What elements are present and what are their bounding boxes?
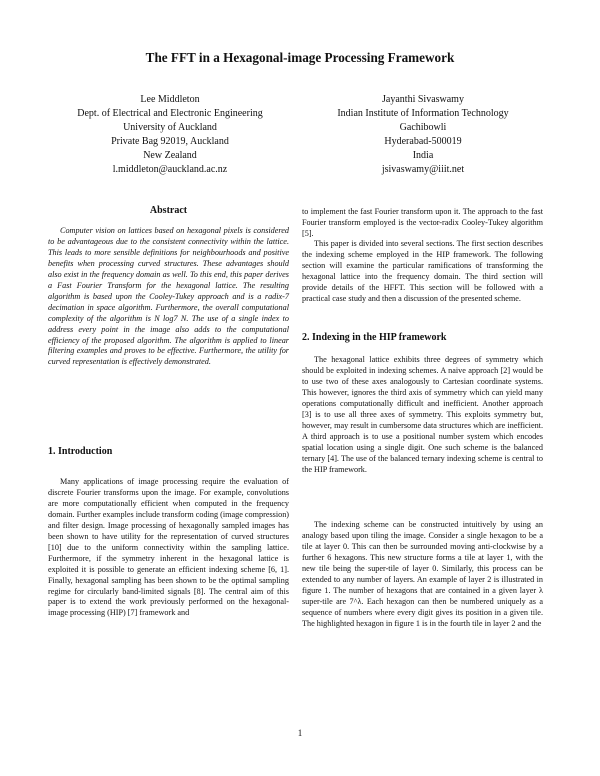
author-address: Hyderabad-500019 [384, 136, 462, 147]
introduction-text [48, 477, 289, 619]
abstract-heading: Abstract [149, 205, 188, 216]
abstract-paragraph: Computer vision on lattices based on hexagonal pixels is considered to be advantageous due to the consistent connectivity within the lattice. This leads to more sensible definitions for neighbourhoods and positive benefits when processing curved structures. These advantages should also exist in the frequency domain as well. To this end, this paper derives a Fast Fourier Transform for the hexagonal lattice. The resulting algorithm is based upon the Cooley-Tukey approach and is a radix-7 decimation in space algorithm. Furthermore, the overall computational complexity of the algorithm is N log7 N. The use of a single index to address every point in the image also adds to the computational efficiency of the proposed algorithm. The algorithm is applied to linear filtering examples and proves to be effective. Furthermore, the utility for curved representation is effectively demonstrated. [48, 226, 289, 367]
author-block-1 [40, 93, 300, 177]
author-dept: Indian Institute of Information Technology [337, 108, 509, 119]
author-name: Lee Middleton [140, 94, 200, 105]
introduction-heading: 1. Introduction [48, 446, 113, 457]
author-address: Private Bag 92019, Auckland [111, 136, 229, 147]
author-institution: University of Auckland [123, 122, 217, 133]
author-country: India [412, 150, 434, 161]
author-name: Jayanthi Sivaswamy [382, 94, 464, 105]
section-2-paragraph-2 [302, 520, 543, 630]
right-column-continuation [302, 207, 543, 240]
tiling-paragraph: The indexing scheme can be constructed intuitively by using an analogy based upon tiling the image. Consider a single hexagon to be a tile at layer 0. This can then be surrounded moving anti-clockwise by a further 6 hexagons. This new structure forms a tile at layer 1, with the new tile being the super-tile of layer 0. Similarly, this process can be extended to any number of layers. An example of layer 2 is illustrated in figure 1. The number of hexagons that are contained in a given layer λ super-tile are 7^λ. Each hexagon can then be numbered uniquely as a sequence of numbers where every digit gives its position in a given tile. The highlighted hexagon in figure 1 is in the fourth tile in layer 2 and the [302, 520, 543, 628]
author-block-2 [293, 93, 553, 177]
outline-paragraph: This paper is divided into several sections. The first section describes the indexing scheme employed in the HIP framework. The following section will examine the particular ramifications of transforming the hexagonal lattice into the frequency domain. The third section will provide details of the HFFT. This section will be followed with a practical case study and then a discussion of the presented scheme. [302, 239, 543, 303]
author-institution: Gachibowli [399, 122, 447, 133]
author-country: New Zealand [143, 150, 197, 161]
section-2-paragraph-1 [302, 355, 543, 475]
section-2-heading: 2. Indexing in the HIP framework [302, 332, 447, 343]
author-email: l.middleton@auckland.ac.nz [112, 164, 228, 175]
symmetry-paragraph: The hexagonal lattice exhibits three degrees of symmetry which should be exploited in indexing schemes. A naive approach [2] would be to use two of these axes analogously to Cartesian coordinate systems. This however, ignores the third axis of symmetry which can yield many operations computationally difficult and inefficient. Another approach [3] is to use all three axes of symmetry. This exploits symmetry but, however, may result in cumbersome data structures which are inefficient. A third approach is to use a positional number system which encodes spatial location using a single digit. One such scheme is the balanced ternary [4]. The use of the balanced ternary indexing scheme is central to the HIP framework. [302, 355, 543, 474]
author-email: jsivaswamy@iiit.net [381, 164, 465, 175]
page-number: 1 [297, 728, 303, 738]
author-dept: Dept. of Electrical and Electronic Engineering [77, 108, 263, 119]
paper-title: The FFT in a Hexagonal-image Processing Framework [145, 50, 455, 65]
abstract-text [48, 226, 289, 368]
introduction-paragraph: Many applications of image processing require the evaluation of discrete Fourier transforms upon the image. For example, convolutions are more computationally efficient when computed in the frequency domain. Further examples include transform coding (image compression) and filter design. Image processing of hexagonally sampled images has been shown to have utility for the representation of curved structures [10] due to the uniform connectivity within the sampling lattice. Furthermore, if the symmetry inherent in the hexagonal lattice is exploited it is possible to generate an efficient indexing scheme [6, 1]. Finally, hexagonal sampling has been shown to be the optimal sampling regime for circularly band-limited signals [8]. The central aim of this paper is to extend the work previously performed on the hexagonal-image processing (HIP) [7] framework and [48, 477, 290, 618]
continuation-paragraph: to implement the fast Fourier transform upon it. The approach to the fast Fourier transform employed is the vector-radix Cooley-Tukey algorithm [5]. [302, 207, 543, 238]
right-column-outline [302, 239, 543, 305]
